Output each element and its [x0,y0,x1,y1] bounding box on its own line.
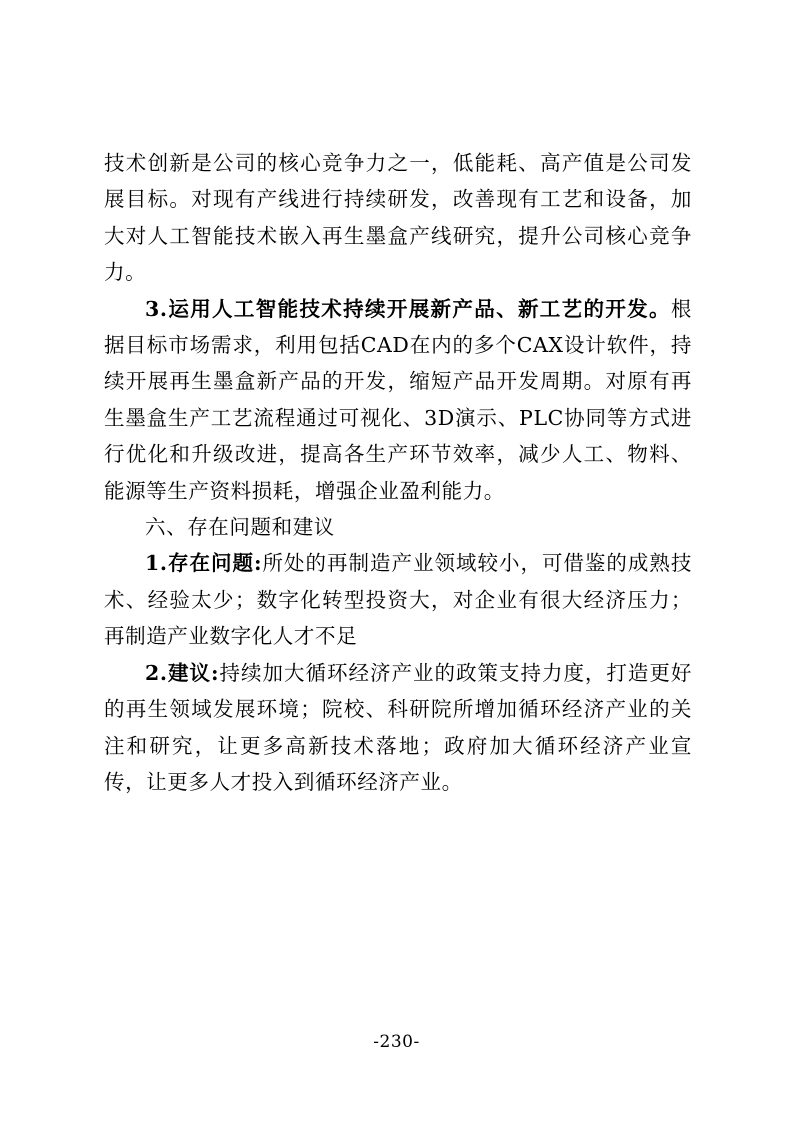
paragraph-lead-heading: 2.建议: [145,660,220,685]
document-body [104,145,692,800]
page-number: -230- [373,1032,420,1052]
section-heading [104,509,692,545]
paragraph-lead-heading: 3.运用人工智能技术持续开展新产品、新工艺的开发。 [145,296,671,321]
paragraph-continuation [104,145,692,291]
paragraph-text: 持续加大循环经济产业的政策支持力度，打造更好的再生领域发展环境；院校、科研院所增加循环经济产业的关注和研究，让更多高新技术落地；政府加大循环经济产业宣传，让更多人才投入到循环经济产业。 [104,660,693,794]
paragraph-problems [104,545,692,654]
paragraph-new-process-development [104,291,692,509]
paragraph-lead-heading: 1.存在问题: [145,551,263,576]
paragraph-suggestions [104,655,692,801]
paragraph-text: 根据目标市场需求，利用包括CAD在内的多个CAX设计软件，持续开展再生墨盒新产品的开发，缩短产品开发周期。对原有再生墨盒生产工艺流程通过可视化、3D演示、PLC协同等方式进行优化和升级改进，提高各生产环节效率，减少人工、物料、能源等生产资料损耗，增强企业盈利能力。 [104,296,692,503]
paragraph-text: 所处的再制造产业领域较小，可借鉴的成熟技术、经验太少；数字化转型投资大，对企业有很大经济压力；再制造产业数字化人才不足 [104,551,693,649]
paragraph-text: 技术创新是公司的核心竞争力之一，低能耗、高产值是公司发展目标。对现有产线进行持续研发，改善现有工艺和设备，加大对人工智能技术嵌入再生墨盒产线研究，提升公司核心竞争力。 [104,151,692,285]
section-heading-text: 六、存在问题和建议 [145,515,335,540]
